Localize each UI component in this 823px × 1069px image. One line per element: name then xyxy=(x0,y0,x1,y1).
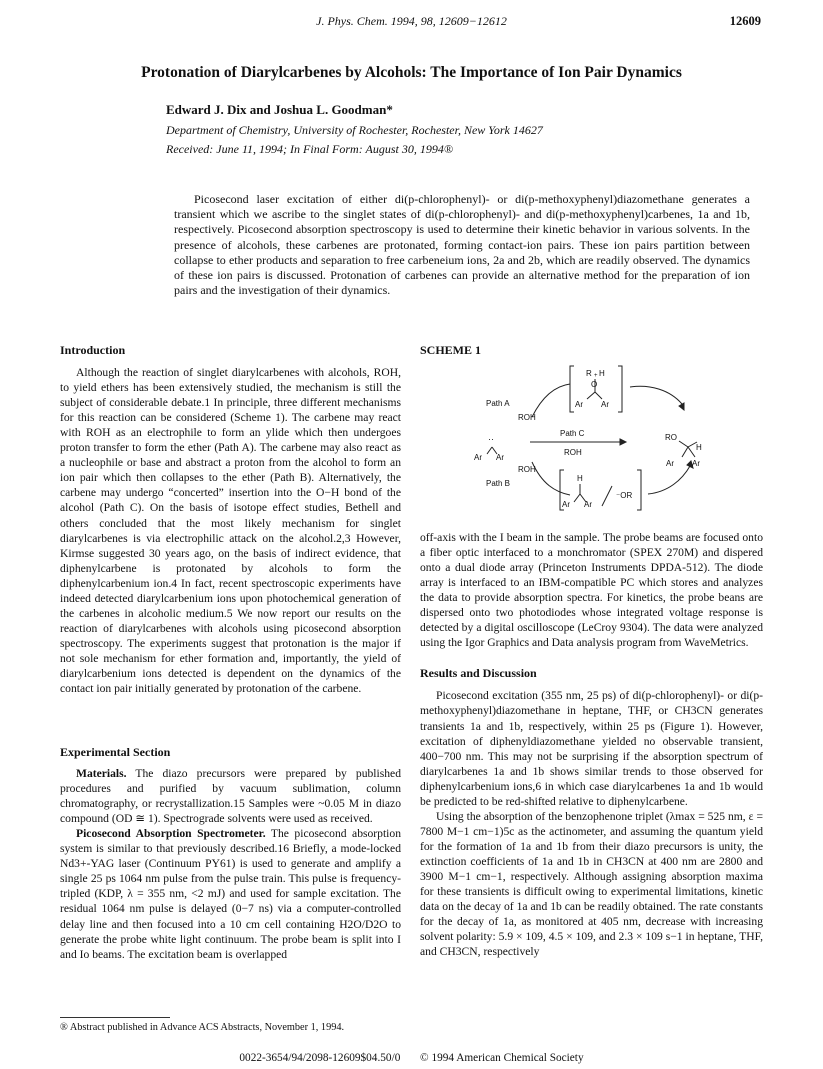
results-heading: Results and Discussion xyxy=(420,666,537,681)
path-c-label: Path C xyxy=(560,429,585,438)
page-footer xyxy=(0,1052,823,1064)
spectrometer-paragraph xyxy=(60,826,401,961)
ion-h-label: H xyxy=(577,474,583,483)
ether-h-label: H xyxy=(696,443,702,452)
ion-ar-right: Ar xyxy=(584,500,592,509)
article-title: Protonation of Diarylcarbenes by Alcohols: The Importance of Ion Pair Dynamics xyxy=(141,64,682,81)
ylide-h-label: H xyxy=(599,369,605,378)
ylide-o-label: O xyxy=(591,380,598,389)
authors: Edward J. Dix and Joshua L. Goodman* xyxy=(166,102,393,117)
ether-ar-right: Ar xyxy=(692,459,700,468)
scheme-1-diagram xyxy=(470,362,720,512)
carbene-ar-left: Ar xyxy=(474,453,482,462)
page-number: 12609 xyxy=(729,14,761,28)
introduction-section xyxy=(60,343,401,696)
footnote-rule xyxy=(60,1017,170,1018)
experimental-heading: Experimental Section xyxy=(60,745,171,759)
path-b-label: Path B xyxy=(486,479,511,488)
right-column-text xyxy=(420,530,763,959)
materials-paragraph xyxy=(60,766,401,826)
roh-a-label: ROH xyxy=(518,413,536,422)
results-paragraph-1: Picosecond excitation (355 nm, 25 ps) of di(p-chlorophenyl)- or di(p-methoxyphenyl)diazomethane in heptane, THF, or CH3CN generates transients 1a and 1b, respectively, within 25 ps (Figure 1). However, excitation of diphenyldiazomethane yielded no observable transient, 400−700 nm. This may not be surprising if the absorption spectrum of diarylcarbenes 1a and 1b shows similar trends to those observed for diphenylcarbenium ions,6 in which case diarylcarbenes 1a and 1b would be predicted to be red-shifted relative to diphenylcarbene. xyxy=(420,689,763,808)
ether-ro-label: RO xyxy=(665,433,677,442)
anion-label: ⁻OR xyxy=(616,491,633,500)
introduction-text: Although the reaction of singlet diarylcarbenes with alcohols, ROH, to yield ethers has been extensively studied, the mechanism is still the subject of considerable debate.1 In principle, three different mechanisms for this reaction can be considered (Scheme 1). The carbene may react with ROH as an electrophile to form an ylide which then undergoes proton transfer to form the ether (Path A). The carbene may also react as a nucleophile or base and abstract a proton from the alcohol to form an ion pair which then collapses to the ether (Path B). Alternatively, the carbene may undergo “concerted” insertion into the O−H bond of the alcohol (Path C). On the basis of isotope effect studies, Bethell and others concluded that the most likely mechanism for singlet diarylcarbenes is via electrophilic attack on the alcohol.2,3 However, Kirmse suggested 30 years ago, on the basis of indirect evidence, that diphenylcarbene is protonated by alcohols to form the diphenylcarbenium ion.4 In fact, recent spectroscopic experiments have indeed detected diarylcarbenium ions upon photochemical generation of the carbenes in alcoholic medium.5 We now report our results on the reaction of diarylcarbenes with alcohols using picosecond absorption spectroscopy. The experiments suggest that protonation is the major if not sole mechanism for ether formation and, importantly, the yield of diarylcarbenium ions detected is dependent on the dynamics of the contact ion pair initially generated by protonation of the carbene. xyxy=(60,366,401,696)
carbene-dots: ·· xyxy=(488,434,494,444)
ionpair-to-ether-arrow xyxy=(648,466,690,494)
materials-label: Materials. xyxy=(76,767,127,781)
received-dates: Received: June 11, 1994; In Final Form: August 30, 1994® xyxy=(166,142,453,156)
experimental-section xyxy=(60,745,401,962)
footnote: ® Abstract published in Advance ACS Abstracts, November 1, 1994. xyxy=(60,1022,345,1033)
results-paragraph-2: Using the absorption of the benzophenone triplet (λmax = 525 nm, ε = 7800 M−1 cm−1)5c as the actinometer, and assuming the quantum yield for the formation of 1a and 1b from their diazo precursors is unity, the extinction coefficients of 1a and 1b in CH3CN at 400 nm are 2800 and 3900 M−1 cm−1, respectively. Although assigning absorption maxima for these transients is difficult owing to experimental limitations, kinetic data on the decay of 1a and 1b can be readily obtained. The rate constants for the decay of 1a, as monitored at 405 nm, decrease with increasing solvent polarity: 5.9 × 109, 4.5 × 109, and 2.3 × 109 s−1 in heptane, THF, and CH3CN, respectively xyxy=(420,809,763,959)
roh-b-label: ROH xyxy=(518,465,536,474)
ylide-plus: + xyxy=(594,373,598,379)
spectrometer-text: The picosecond absorption system is similar to that previously described.16 Briefly, a mode-locked Nd3+-YAG laser (Continuum PY61) is used to generate and amplify a single 25 ps 1064 nm pulse from the pulse train. This pulse is frequency-tripled (KDP, λ = 355 nm, <2 mJ) and used for sample excitation. The residual 1064 nm pulse is delayed (0−7 ns) via a computer-controlled delay line and then focused into a 10 cm cell containing H2O/D2O to generate the probe white light continuum. The probe beam is split into I and Io beams. The excitation beam is overlapped xyxy=(60,827,401,961)
path-b-arrow xyxy=(532,462,570,495)
journal-reference: J. Phys. Chem. 1994, 98, 12609−12612 xyxy=(316,14,507,28)
ylide-ar-left: Ar xyxy=(575,400,583,409)
ylide-to-ether-arrow xyxy=(630,386,682,404)
copyright: © 1994 American Chemical Society xyxy=(420,1052,584,1064)
scheme-heading: SCHEME 1 xyxy=(420,343,482,357)
experimental-continuation: off-axis with the I beam in the sample. The probe beams are focused onto a fiber optic interfaced to a monchromator (SPEX 270M) and dispered onto a dual diode array (Princeton Instruments DPDA-512). The diode array is interfaced to an IBM-compatible PC which stores and analyzes the data to provide absorption spectra. For kinetics, the probe beans are dispersed onto two photodiodes whose integrated voltage response is detected by a digital oscilloscope (LeCroy 9304). The data were analyzed using the Igor Graphics and Data analysis program from WaveMetrics. xyxy=(420,531,763,650)
materials-text: The diazo precursors were prepared by published procedures and purified by vacuum sublimation, column chromatography, or recrystallization.15 Samples were ~0.05 M in diazo compound (OD ≅ 1). Spectrograde solvents were used as received. xyxy=(60,767,401,826)
abstract: Picosecond laser excitation of either di(p-chlorophenyl)- or di(p-methoxyphenyl)diazomethane generates a transient which we ascribe to the singlet states of di(p-chlorophenyl)- and di(p-methoxyphenyl)carbenes, 1a and 1b, respectively. Picosecond absorption spectroscopy is used to determine their kinetic behavior in various solvents. In the presence of alcohols, these carbenes are protonated, forming contact-ion pairs. These ion pairs partition between collapse to ether products and separation to free carbeneium ions, 2a and 2b, which are readily observed. The dynamics of these ion pairs is discussed. Protonation of carbenes can provide an alternative method for the preparation of ion pairs and the investigation of their dynamics. xyxy=(174,192,750,298)
introduction-heading: Introduction xyxy=(60,343,126,357)
affiliation: Department of Chemistry, University of Rochester, Rochester, New York 14627 xyxy=(166,123,543,137)
ion-ar-left: Ar xyxy=(562,500,570,509)
carbene-ar-right: Ar xyxy=(496,453,504,462)
ether-ar-left: Ar xyxy=(666,459,674,468)
spectrometer-label: Picosecond Absorption Spectrometer. xyxy=(76,827,266,841)
ylide-ar-right: Ar xyxy=(601,400,609,409)
ylide-r-label: R xyxy=(586,369,592,378)
article-code: 0022-3654/94/2098-12609$04.50/0 xyxy=(239,1052,401,1064)
path-a-arrow xyxy=(532,384,570,417)
path-a-label: Path A xyxy=(486,399,510,408)
roh-c-label: ROH xyxy=(564,448,582,457)
